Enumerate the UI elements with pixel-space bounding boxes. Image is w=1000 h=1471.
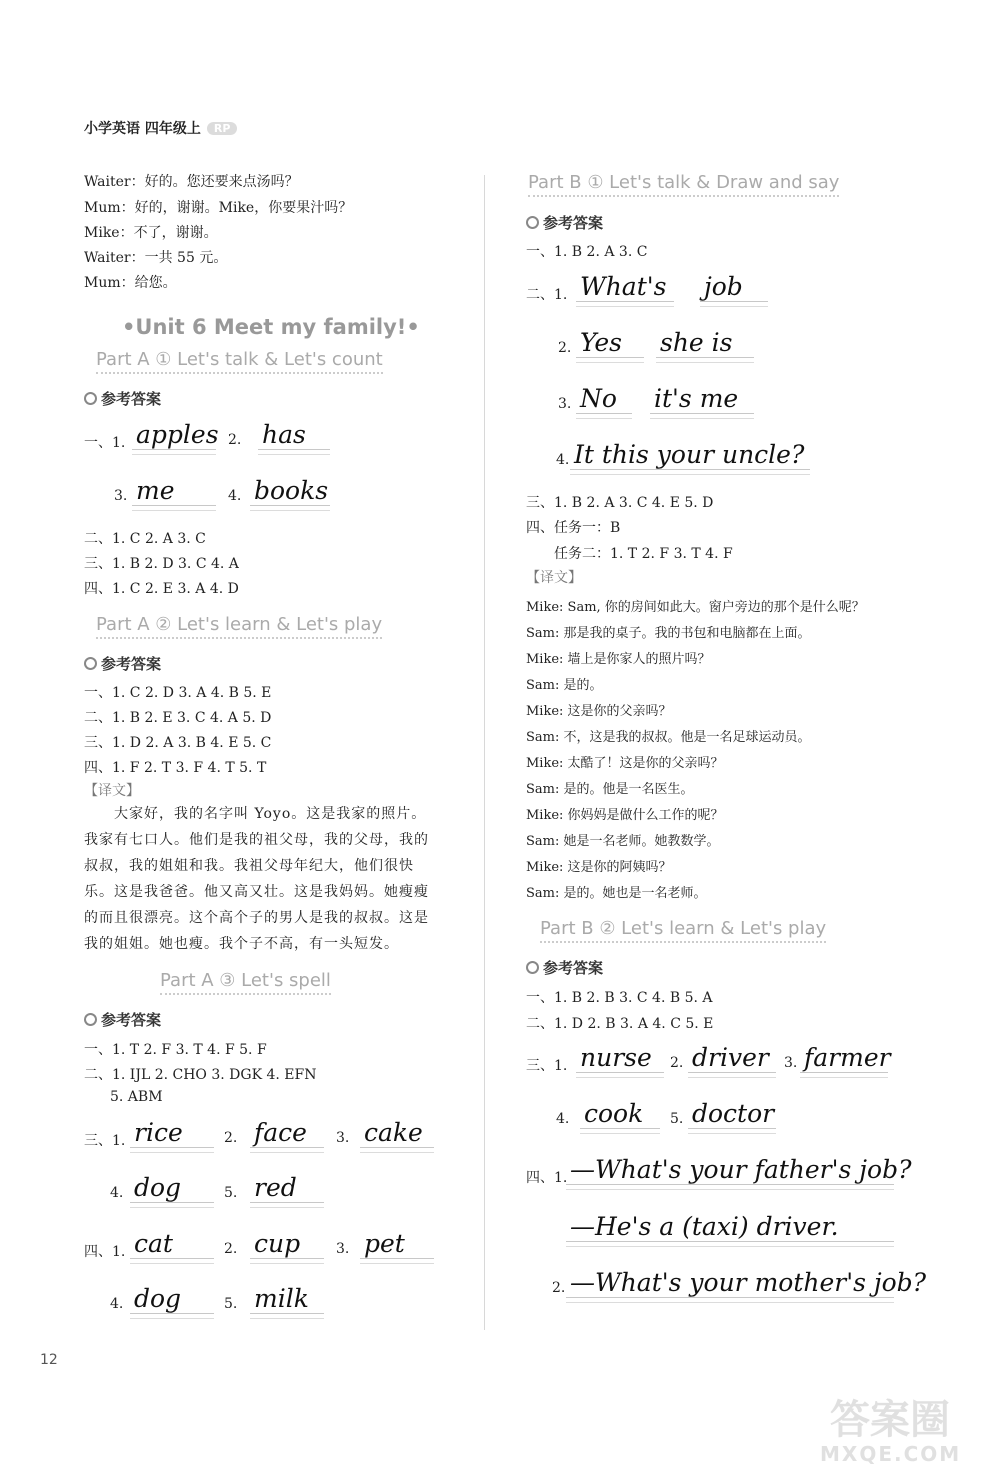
handwritten-answer: pet [360, 1229, 434, 1259]
question-number: 2. [552, 1280, 566, 1296]
part-a1-title: Part A ① Let's talk & Let's count [96, 349, 383, 374]
book-header [84, 118, 237, 138]
answer-line: 四、1. F 2. T 3. F 4. T 5. T [84, 760, 267, 776]
handwritten-answer: dog [130, 1284, 214, 1314]
handwritten-answer: Yes [576, 328, 644, 358]
magnifier-icon [84, 1013, 97, 1026]
answers-heading: 参考答案 [84, 388, 161, 409]
answer-line: 任务二：1. T 2. F 3. T 4. F [554, 546, 733, 562]
handwritten-answer: nurse [576, 1043, 664, 1073]
part-b2-title: Part B ② Let's learn & Let's play [540, 918, 826, 943]
handwritten-answer: face [250, 1118, 324, 1148]
dialogue-line: Mum：好的，谢谢。Mike，你要果汁吗？ [84, 200, 353, 216]
question-number: 三、1. [84, 1133, 126, 1149]
handwritten-answer: cook [580, 1099, 660, 1129]
question-number: 二、1. [526, 287, 568, 303]
answer-line: 三、1. B 2. A 3. C 4. E 5. D [526, 495, 714, 511]
column-divider [484, 175, 485, 1330]
question-number: 4. [110, 1185, 124, 1201]
translation-label: 【译文】 [526, 570, 582, 586]
handwritten-answer: dog [130, 1173, 214, 1203]
answer-line: 一、1. B 2. A 3. C [526, 244, 648, 260]
answer-line: 四、1. C 2. E 3. A 4. D [84, 581, 239, 597]
answer-line: 5. ABM [110, 1089, 163, 1105]
question-number: 3. [784, 1055, 798, 1071]
answer-line: 一、1. C 2. D 3. A 4. B 5. E [84, 685, 272, 701]
answer-line: 四、任务一：B [526, 520, 621, 536]
question-number: 2. [224, 1241, 238, 1257]
answer-line: 二、1. C 2. A 3. C [84, 531, 206, 547]
handwritten-answer: rice [130, 1118, 214, 1148]
handwritten-answer: It this your uncle? [570, 440, 810, 470]
part-a3-title: Part A ③ Let's spell [160, 970, 331, 995]
answer-line: 二、1. B 2. E 3. C 4. A 5. D [84, 710, 272, 726]
handwritten-answer: red [250, 1173, 324, 1203]
question-number: 5. [224, 1185, 238, 1201]
question-number: 4. [110, 1296, 124, 1312]
question-number: 四、1. [526, 1170, 568, 1186]
question-number: 三、1. [526, 1058, 568, 1074]
book-title: 小学英语 四年级上 [84, 121, 201, 137]
question-number: 3. [336, 1241, 350, 1257]
answers-heading: 参考答案 [84, 653, 161, 674]
handwritten-answer: cat [130, 1229, 214, 1259]
dialogue-line: Waiter：好的。您还要来点汤吗？ [84, 174, 299, 190]
answers-heading: 参考答案 [84, 1009, 161, 1030]
translation-dialogue: Mike: Sam, 你的房间如此大。窗户旁边的那个是什么呢？ Sam: 那是我的桌子。我的书包和电脑都在上面。 Mike: 墙上是你家人的照片吗？ Sam: 是的。 Mike: 这是你的父亲吗？ Sam: 不，这是我的叔叔。他是一名足球运动员。 Mike: 太酷了！这是你的父亲吗？ Sam: 是的。他是一名医生。 Mike: 你妈妈是做什么工作的呢？ Sam: 她是一名老师。她教数学。 Mike: 这是你的阿姨吗？ Sam: 是的。她也是一名老师。 [526, 600, 865, 901]
watermark-brand: 答案圈 [830, 1397, 950, 1443]
answer-line: 二、1. D 2. B 3. A 4. C 5. E [526, 1016, 714, 1032]
handwritten-answer: books [250, 476, 330, 506]
handwritten-answer: cup [250, 1229, 324, 1259]
dialogue-line: Waiter：一共 55 元。 [84, 250, 228, 266]
answer-line: 二、1. IJL 2. CHO 3. DGK 4. EFN [84, 1067, 317, 1083]
magnifier-icon [526, 216, 539, 229]
answer-line: 三、1. D 2. A 3. B 4. E 5. C [84, 735, 272, 751]
translation-paragraph: 大家好，我的名字叫 Yoyo。这是我家的照片。 我家有七口人。他们是我的祖父母，我的父母，我的 叔叔，我的姐姐和我。我祖父母年纪大，他们很快 乐。这是我爸爸。他又高又壮。这是我妈妈。她瘦瘦 的而且很漂亮。这个高个子的男人是我的叔叔。这是 我的姐姐。她也瘦。我个子不高，有一头短发。 [84, 806, 429, 952]
question-number: 3. [336, 1130, 350, 1146]
answers-heading: 参考答案 [526, 957, 603, 978]
handwritten-answer: milk [250, 1284, 324, 1314]
handwritten-answer: she is [656, 328, 754, 358]
handwritten-answer: apples [132, 420, 216, 450]
question-number: 4. [556, 1111, 570, 1127]
magnifier-icon [84, 392, 97, 405]
magnifier-icon [526, 961, 539, 974]
handwritten-answer: —What's your mother's job? [566, 1268, 894, 1298]
answer-line: 一、1. T 2. F 3. T 4. F 5. F [84, 1042, 267, 1058]
handwritten-answer: me [132, 476, 216, 506]
question-number: 一、1. [84, 435, 126, 451]
watermark-site: MXQE.COM [820, 1442, 962, 1466]
part-b1-title: Part B ① Let's talk & Draw and say [528, 172, 839, 197]
unit-title: •Unit 6 Meet my family!• [122, 315, 420, 339]
handwritten-answer: What's [576, 272, 674, 302]
question-number: 4. [228, 488, 242, 504]
part-a2-title: Part A ② Let's learn & Let's play [96, 614, 382, 639]
handwritten-answer: doctor [688, 1099, 776, 1129]
dialogue-line: Mike：不了，谢谢。 [84, 225, 218, 241]
translation-label: 【译文】 [84, 783, 140, 799]
question-number: 2. [558, 340, 572, 356]
question-number: 四、1. [84, 1244, 126, 1260]
handwritten-answer: —What's your father's job? [566, 1155, 894, 1185]
handwritten-answer: job [700, 272, 768, 302]
handwritten-answer: has [258, 420, 330, 450]
handwritten-answer: driver [688, 1043, 776, 1073]
answer-line: 三、1. B 2. D 3. C 4. A [84, 556, 239, 572]
handwritten-answer: No [576, 384, 632, 414]
answer-line: 一、1. B 2. B 3. C 4. B 5. A [526, 990, 713, 1006]
handwritten-answer: it's me [650, 384, 754, 414]
question-number: 3. [114, 488, 128, 504]
page-number: 12 [40, 1352, 58, 1368]
question-number: 4. [556, 452, 570, 468]
edition-badge: RP [207, 122, 238, 135]
answers-heading: 参考答案 [526, 212, 603, 233]
dialogue-line: Mum：给您。 [84, 275, 177, 291]
question-number: 3. [558, 396, 572, 412]
question-number: 2. [228, 432, 242, 448]
question-number: 2. [224, 1130, 238, 1146]
question-number: 5. [670, 1111, 684, 1127]
handwritten-answer: farmer [800, 1043, 888, 1073]
magnifier-icon [84, 657, 97, 670]
handwritten-answer: —He's a (taxi) driver. [566, 1212, 894, 1242]
question-number: 2. [670, 1055, 684, 1071]
question-number: 5. [224, 1296, 238, 1312]
handwritten-answer: cake [360, 1118, 434, 1148]
